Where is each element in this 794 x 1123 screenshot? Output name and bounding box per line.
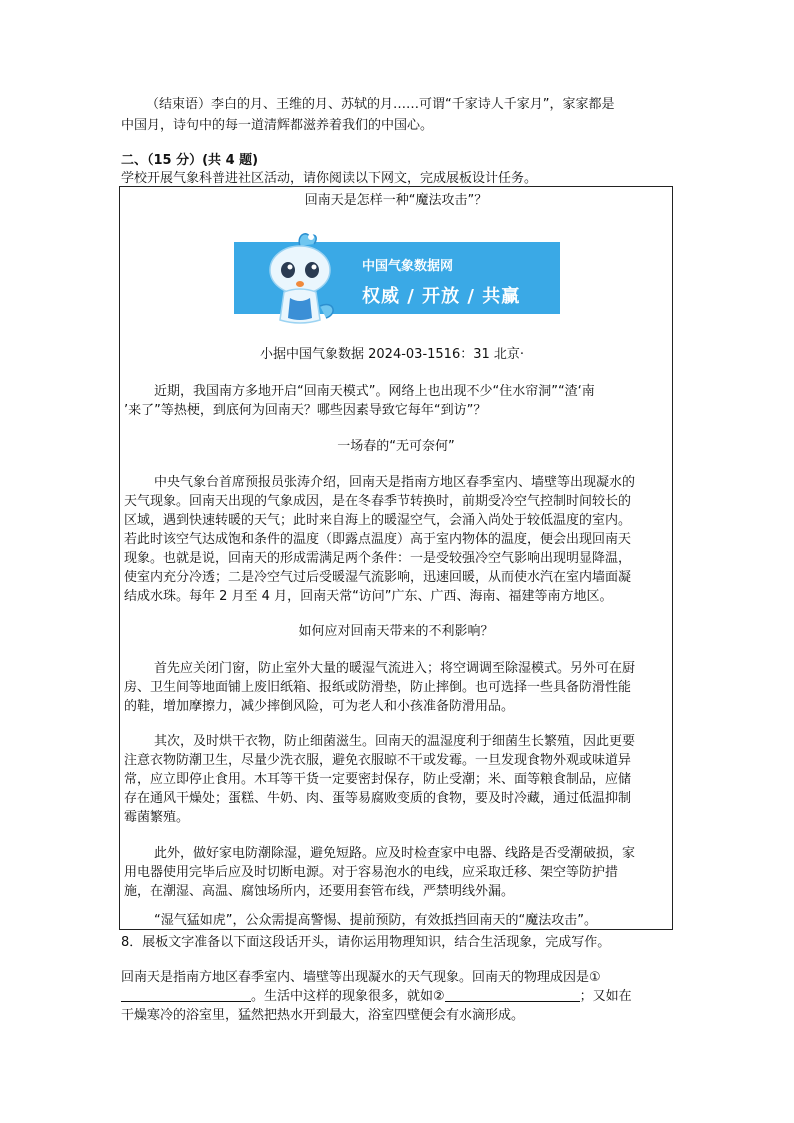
para1-line: 使室内充分冷透；二是冷空气过后受暖湿气流影响，迅速回暖，从而使水汽在室内墙面凝: [124, 570, 632, 585]
banner-slogan: 权威 / 开放 / 共赢: [362, 286, 521, 307]
closing-line: “湿气猛如虎”，公众需提高警惕、提前预防，有效抵挡回南天的“魔法攻击”。: [154, 913, 597, 928]
banner: [234, 242, 560, 314]
subhead-2: 如何应对回南天带来的不利影响？: [298, 624, 494, 639]
section-instruction: 学校开展气象科普进社区活动，请你阅读以下网文，完成展板设计任务。: [121, 171, 538, 186]
para4-line: 此外，做好家电防潮除湿，避免短路。应及时检查家中电器、线路是否受潮破损，家: [154, 846, 636, 861]
para2-line: 的鞋，增加摩擦力，减少摔倒风险，可为老人和小孩准备防滑用品。: [124, 699, 515, 714]
para1-line: 中央气象台首席预报员张涛介绍，回南天是指南方地区春季室内、墙壁等出现凝水的: [154, 475, 636, 490]
question-line-2: [121, 989, 632, 1005]
para3-line: 存在通风干燥处；蛋糕、牛奶、肉、蛋等易腐败变质的食物，要及时冷藏，通过低温抑制: [124, 791, 632, 806]
para3-line: 常，应立即停止食用。木耳等干货一定要密封保存，防止受潮；米、面等粮食制品，应储: [124, 772, 632, 787]
intro-line-1: （结束语）李白的月、王维的月、苏轼的月……可谓“千家诗人千家月”，家家都是: [146, 97, 615, 112]
article-box: [119, 186, 673, 930]
question-line-1: 回南天是指南方地区春季室内、墙壁等出现凝水的天气现象。回南天的物理成因是①: [121, 970, 601, 985]
subhead-1: 一场春的“无可奈何”: [337, 439, 455, 454]
para3-line: 霉菌繁殖。: [124, 810, 190, 825]
article-byline: 小据中国气象数据 2024-03-1516：31 北京·: [260, 347, 525, 362]
para1-line: 若此时该空气达成饱和条件的温度（即露点温度）高于室内物体的温度，便会出现回南天: [124, 532, 632, 547]
answer-blank-2[interactable]: [445, 989, 580, 1002]
para2-line: 房、卫生间等地面铺上废旧纸箱、报纸或防滑垫，防止摔倒。也可选择一些具备防滑性能: [124, 680, 632, 695]
question-prompt: 8．展板文字准备以下面这段话开头，请你运用物理知识，结合生活现象，完成写作。: [121, 935, 611, 950]
mascot-icon: [260, 228, 340, 328]
intro-line-2: 中国月，诗句中的每一道清辉都滋养着我们的中国心。: [121, 118, 434, 133]
question-line-2-end: ；又如在: [579, 989, 632, 1004]
banner-site-name: 中国气象数据网: [362, 259, 454, 274]
para1-line: 结成水珠。每年 2 月至 4 月，回南天常“访问”广东、广西、海南、福建等南方地区。: [124, 589, 613, 604]
para1-line: 天气现象。回南天出现的气象成因，是在冬春季节转换时，前期受冷空气控制时间较长的: [124, 494, 632, 509]
lead-line-2: ’来了”等热梗，到底何为回南天？哪些因素导致它每年“到访”？: [124, 403, 487, 418]
para1-line: 区域，遇到快速转暖的天气；此时来自海上的暖湿空气，会涌入尚处于较低温度的室内。: [124, 513, 632, 528]
para2-line: 首先应关闭门窗，防止室外大量的暖湿气流进入；将空调调至除湿模式。另外可在厨: [154, 661, 636, 676]
article-title: 回南天是怎样一种“魔法攻击”？: [304, 193, 488, 208]
question-line-2-mid: 。生活中这样的现象很多，就如②: [251, 989, 445, 1004]
para3-line: 注意衣物防潮卫生，尽量少洗衣服，避免衣服晾不干或发霉。一旦发现食物外观或味道异: [124, 753, 632, 768]
question-line-3: 干燥寒冷的浴室里，猛然把热水开到最大，浴室四壁便会有水滴形成。: [121, 1008, 525, 1023]
answer-blank-1[interactable]: [121, 989, 251, 1002]
lead-line-1: 近期，我国南方多地开启“回南天模式”。网络上也出现不少“住水帘洞”“渣‘南: [154, 384, 595, 399]
para3-line: 其次，及时烘干衣物，防止细菌滋生。回南天的温湿度利于细菌生长繁殖，因此更要: [154, 734, 636, 749]
para4-line: 施，在潮湿、高温、腐蚀场所内，还要用套管布线，严禁明线外漏。: [124, 884, 515, 899]
para1-line: 现象。也就是说，回南天的形成需满足两个条件：一是受较强冷空气影响出现明显降温，: [124, 551, 632, 566]
section-heading: 二、（15 分）(共 4 题): [121, 153, 259, 168]
para4-line: 用电器使用完毕后应及时切断电源。对于容易泡水的电线，应采取迁移、架空等防护措: [124, 865, 619, 880]
